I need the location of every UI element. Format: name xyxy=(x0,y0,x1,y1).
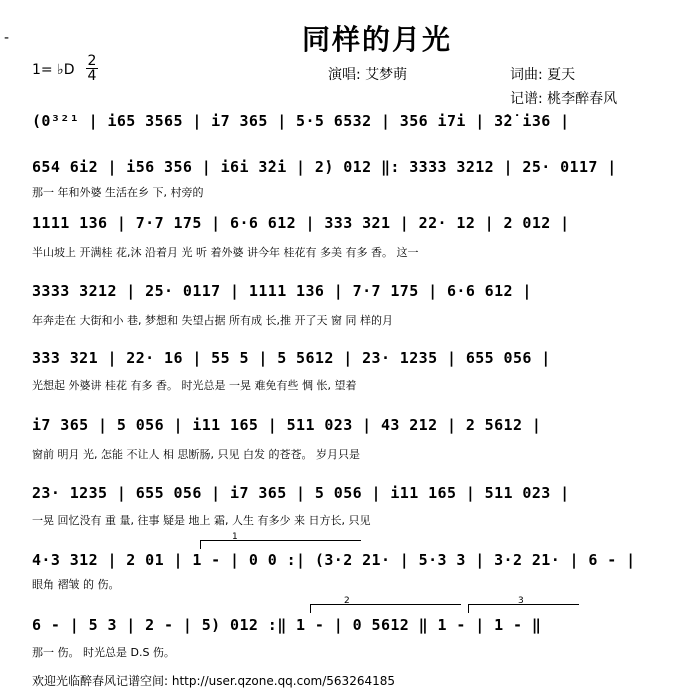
score-line-4: 3333 3212 | 25· 0117 | 1111 136 | 7·7 175 | 6·6 612 | xyxy=(32,282,532,300)
score-line-9: 6 - | 5 3 | 2 - | 5) 012 :‖ 1 - | 0 5612 ‖ 1 - | 1 - ‖ xyxy=(32,616,542,634)
score-line-8: 4·3 312 | 2 01 | 1 - | 0 0 :| (3·2 21· | 5·3 3 | 3·2 21· | 6 - | xyxy=(32,551,636,569)
transcriber-credit: 记谱: 桃李醉春风 xyxy=(510,91,618,107)
lyric-line-7: 一晃 回忆没有 重 量, 往事 疑是 地上 霜, 人生 有多少 来 日方长, 只见 xyxy=(32,514,371,527)
time-signature-denominator: 4 xyxy=(87,68,97,84)
volta-label-3: 3 xyxy=(518,596,524,606)
score-line-3: 1111 136 | 7·7 175 | 6·6 612 | 333 321 | 22· 12 | 2 012 | xyxy=(32,214,570,232)
score-line-6: i7 365 | 5 056 | i11 165 | 511 023 | 43 212 | 2 5612 | xyxy=(32,416,542,434)
key-signature: 1= ♭D xyxy=(32,62,75,78)
volta-bracket-2 xyxy=(310,604,461,613)
volta-label-1: 1 xyxy=(232,532,238,542)
score-line-2: 654 6i2 | i56 356 | i6i 3̇2̇i | 2̇) 012 ‖: 3333 3212 | 25· 0117 | xyxy=(32,158,617,176)
lyric-line-8: 眼角 褶皱 的 伤。 xyxy=(32,578,120,591)
lyric-line-9: 那一 伤。 时光总是 D.S 伤。 xyxy=(32,646,175,659)
lyric-line-5: 光想起 外婆讲 桂花 有多 香。 时光总是 一晃 难免有些 惆 怅, 望着 xyxy=(32,379,357,392)
lyric-line-4: 年奔走在 大街和小 巷, 梦想和 失望占据 所有成 长,推 开了天 窗 同 样的月 xyxy=(32,314,393,327)
lyric-line-6: 窗前 明月 光, 怎能 不让人 相 思断肠, 只见 白发 的苍苍。 岁月只是 xyxy=(32,448,360,461)
volta-label-2: 2 xyxy=(344,596,350,606)
lyric-line-3: 半山坡上 开满桂 花,沐 沿着月 光 听 着外婆 讲今年 桂花有 多美 有多 香。 这一 xyxy=(32,246,419,259)
corner-marker: - xyxy=(4,30,10,46)
score-line-1: (0³²¹ | i65 3565 | i7 365 | 5·5 6532 | 356 i7i | 3̇2̇ i36 | xyxy=(32,112,570,130)
score-line-5: 333 321 | 22· 16 | 55 5 | 5 5612 | 23· 1235 | 655 056 | xyxy=(32,349,551,367)
time-signature xyxy=(86,54,98,83)
volta-bracket-1 xyxy=(200,540,361,549)
singer-credit: 演唱: 艾梦萌 xyxy=(328,67,408,83)
score-line-7: 23· 1235 | 655 056 | i7 365 | 5 056 | i11 165 | 511 023 | xyxy=(32,484,570,502)
footer-credit: 欢迎光临醉春风记谱空间: http://user.qzone.qq.com/563264185 xyxy=(32,674,396,688)
composer-credit: 词曲: 夏天 xyxy=(510,67,576,83)
lyric-line-2: 那一 年和外婆 生活在乡 下, 村旁的 xyxy=(32,186,204,199)
song-title: 同样的月光 xyxy=(302,23,453,56)
time-signature-numerator: 2 xyxy=(87,53,97,69)
